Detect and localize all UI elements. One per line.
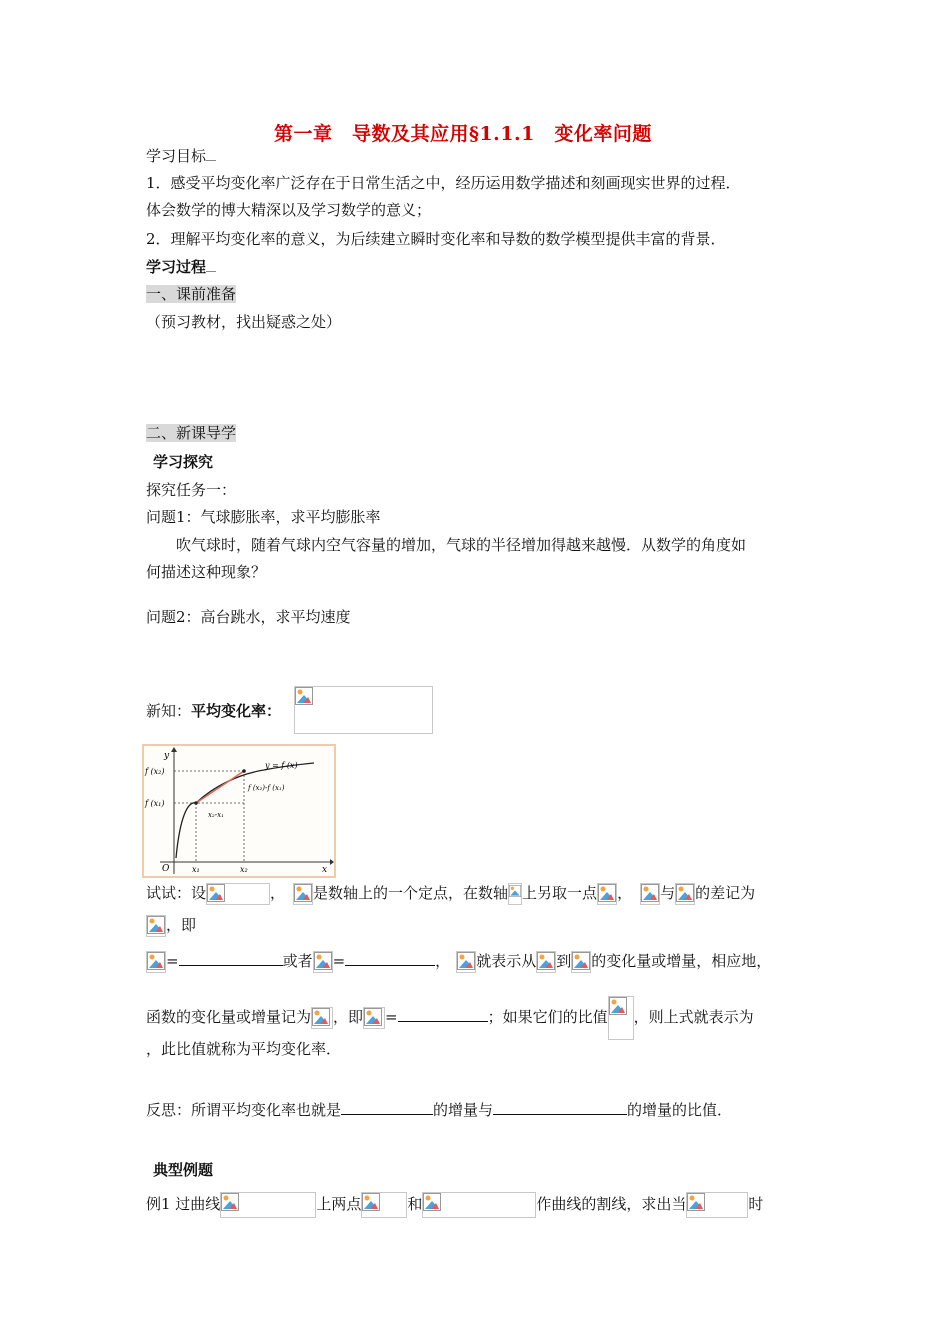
image-placeholder-icon bbox=[509, 884, 521, 898]
image-placeholder-icon bbox=[572, 952, 590, 970]
formula-image bbox=[508, 883, 522, 905]
formula-image bbox=[293, 883, 313, 905]
fill-blank[interactable] bbox=[493, 1100, 627, 1115]
examples-heading: 典型例题 bbox=[153, 1161, 214, 1179]
point-x2 bbox=[242, 769, 246, 773]
trial-text: ，即 bbox=[333, 1008, 364, 1026]
curve-y-f-x bbox=[176, 763, 314, 858]
trial-text: 函数的变化量或增量记为 bbox=[146, 1008, 312, 1026]
reflection-text: 的增量的比值． bbox=[627, 1101, 733, 1119]
curve-label: y = f (x) bbox=[265, 761, 298, 770]
fill-blank[interactable] bbox=[341, 1100, 433, 1115]
image-placeholder-icon bbox=[537, 952, 555, 970]
formula-image bbox=[311, 1007, 333, 1029]
trial-text: 是数轴上的一个定点，在数轴 bbox=[313, 884, 509, 902]
y-axis-label: y bbox=[164, 751, 170, 761]
image-placeholder-icon bbox=[423, 1193, 441, 1211]
trial-text: 就表示从 bbox=[476, 952, 537, 970]
new-knowledge-prefix: 新知： bbox=[146, 702, 192, 720]
trial-text: = bbox=[385, 1008, 398, 1026]
trial-text: ，即 bbox=[166, 916, 197, 934]
formula-image bbox=[456, 951, 476, 973]
section-2-text: 二、新课导学 bbox=[146, 424, 237, 442]
trial-text: ， bbox=[435, 952, 451, 970]
trial-text: 试试：设 bbox=[146, 884, 207, 902]
image-placeholder-icon bbox=[295, 687, 313, 705]
image-placeholder-icon bbox=[457, 952, 475, 970]
goals-heading bbox=[146, 146, 216, 166]
image-placeholder-icon bbox=[364, 1008, 382, 1026]
page-title: 第一章 导数及其应用§1.1.1 变化率问题 bbox=[274, 123, 652, 145]
formula-image bbox=[313, 951, 333, 973]
image-placeholder-icon bbox=[687, 1193, 705, 1211]
trial-text: 与 bbox=[660, 884, 676, 902]
image-placeholder-icon bbox=[362, 1193, 380, 1211]
section-1-heading bbox=[146, 284, 236, 304]
new-knowledge bbox=[146, 701, 281, 721]
section-1-text: 一、课前准备 bbox=[146, 285, 237, 303]
fill-blank[interactable] bbox=[179, 951, 283, 966]
formula-image bbox=[146, 951, 166, 973]
point-x1 bbox=[194, 801, 198, 805]
trial-text: ，则上式就表示为 bbox=[633, 1008, 754, 1026]
trial-text: ， bbox=[617, 884, 633, 902]
task-1-label: 探究任务一： bbox=[146, 481, 237, 499]
example-text: 和 bbox=[407, 1195, 423, 1213]
formula-image bbox=[363, 1007, 385, 1029]
example-text: 时 bbox=[748, 1195, 764, 1213]
delta-y-label: f (x₂)-f (x₁) bbox=[248, 784, 285, 792]
formula-image bbox=[220, 1192, 316, 1218]
formula-image bbox=[422, 1192, 536, 1218]
trial-text: 的变化量或增量，相应地， bbox=[591, 952, 772, 970]
graph-svg bbox=[144, 746, 334, 876]
goal-1-line-1: 1．感受平均变化率广泛存在于日常生活之中，经历运用数学描述和刻画现实世界的过程． bbox=[146, 174, 741, 192]
question-1-text-line-1: 吹气球时，随着气球内空气容量的增加，气球的半径增加得越来越慢．从数学的角度如 bbox=[176, 536, 747, 554]
trial-text: 的差记为 bbox=[695, 884, 756, 902]
formula-image bbox=[640, 883, 660, 905]
formula-image bbox=[294, 686, 433, 734]
formula-image bbox=[361, 1192, 407, 1218]
section-1-note: （预习教材，找出疑惑之处） bbox=[146, 313, 342, 331]
example-text: 例1 过曲线 bbox=[146, 1195, 221, 1213]
fill-blank[interactable] bbox=[345, 951, 435, 966]
trial-text: = bbox=[332, 952, 346, 970]
formula-image bbox=[608, 996, 634, 1040]
goal-2: 2．理解平均变化率的意义，为后续建立瞬时变化率和导数的数学模型提供丰富的背景． bbox=[146, 230, 726, 248]
image-placeholder-icon bbox=[294, 884, 312, 902]
formula-image bbox=[146, 915, 166, 937]
trial-text: 到 bbox=[556, 952, 572, 970]
trial-line-4 bbox=[146, 996, 754, 1040]
formula-image bbox=[206, 883, 270, 905]
formula-image bbox=[686, 1192, 748, 1218]
trial-text: 或者 bbox=[282, 952, 313, 970]
trial-line-2 bbox=[146, 914, 196, 937]
delta-x-label: x₂-x₁ bbox=[208, 811, 224, 819]
image-placeholder-icon bbox=[609, 997, 627, 1015]
goals-heading-text: 学习目标 bbox=[146, 147, 207, 165]
fx1-label: f (x₁) bbox=[145, 799, 165, 808]
question-1: 问题1：气球膨胀率，求平均膨胀率 bbox=[146, 508, 381, 526]
image-placeholder-icon bbox=[598, 884, 616, 902]
process-heading-text: 学习过程 bbox=[146, 258, 207, 276]
image-placeholder-icon bbox=[676, 884, 694, 902]
image-placeholder-icon bbox=[641, 884, 659, 902]
formula-image bbox=[571, 951, 591, 973]
x-axis-arrow bbox=[330, 859, 334, 865]
underline-mark bbox=[206, 148, 216, 161]
image-placeholder-icon bbox=[147, 916, 165, 934]
reflection bbox=[146, 1100, 732, 1120]
explore-heading: 学习探究 bbox=[153, 453, 214, 471]
trial-text: ， bbox=[270, 884, 286, 902]
goal-1-line-2: 体会数学的博大精深以及学习数学的意义； bbox=[146, 201, 432, 219]
reflection-text: 反思：所谓平均变化率也就是 bbox=[146, 1101, 342, 1119]
example-1 bbox=[146, 1192, 763, 1218]
image-placeholder-icon bbox=[312, 1008, 330, 1026]
process-heading bbox=[146, 257, 216, 277]
secant-line bbox=[196, 771, 244, 803]
example-text: 上两点 bbox=[316, 1195, 362, 1213]
underline-mark bbox=[206, 259, 216, 272]
function-graph bbox=[142, 744, 336, 878]
question-1-text-line-2: 何描述这种现象？ bbox=[146, 563, 267, 581]
formula-image bbox=[536, 951, 556, 973]
section-2-heading bbox=[146, 423, 236, 443]
new-knowledge-term: 平均变化率： bbox=[191, 702, 282, 720]
question-2: 问题2：高台跳水，求平均速度 bbox=[146, 608, 351, 626]
image-placeholder-icon bbox=[147, 952, 165, 970]
image-placeholder-icon bbox=[207, 884, 225, 902]
trial-text: 上另取一点 bbox=[522, 884, 598, 902]
origin-label: O bbox=[162, 864, 170, 874]
x-axis-label: x bbox=[322, 865, 328, 875]
trial-line-5: ，此比值就称为平均变化率． bbox=[146, 1040, 342, 1058]
formula-image bbox=[675, 883, 695, 905]
trial-text: = bbox=[166, 952, 179, 970]
x2-label: x₂ bbox=[240, 865, 248, 874]
reflection-text: 的增量与 bbox=[433, 1101, 494, 1119]
image-placeholder-icon bbox=[221, 1193, 239, 1211]
fx2-label: f (x₂) bbox=[145, 767, 165, 776]
formula-image bbox=[597, 883, 617, 905]
fill-blank[interactable] bbox=[398, 1007, 488, 1022]
trial-text: ；如果它们的比值 bbox=[487, 1008, 608, 1026]
example-text: 作曲线的割线，求出当 bbox=[536, 1195, 687, 1213]
x1-label: x₁ bbox=[192, 865, 200, 874]
trial-line-3 bbox=[146, 950, 771, 973]
trial-line-1 bbox=[146, 882, 755, 905]
y-axis-arrow bbox=[171, 747, 177, 752]
image-placeholder-icon bbox=[314, 952, 332, 970]
